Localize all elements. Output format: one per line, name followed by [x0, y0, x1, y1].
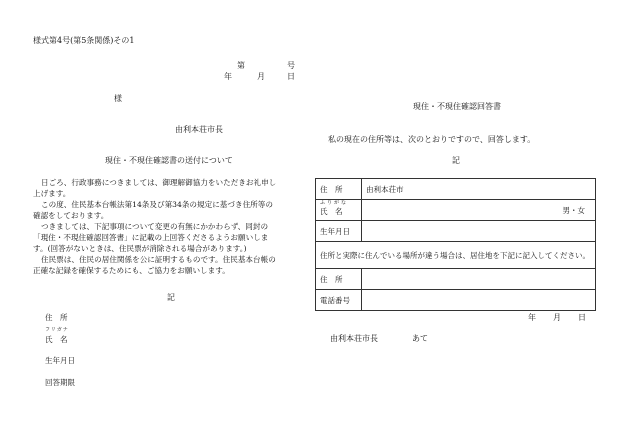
field-address: 住 所 — [45, 313, 68, 322]
table-row — [316, 242, 596, 269]
address-value: 由利本荘市 — [366, 184, 404, 194]
paragraph: この度、住民基本台帳法第14条及び第34条の規定に基づき住所等の確認をしております。 — [33, 200, 273, 220]
reply-day: 日 — [578, 313, 586, 322]
addressee-ate: あて — [412, 334, 428, 343]
reply-month: 月 — [553, 313, 561, 322]
table-row — [316, 221, 596, 242]
header-day: 日 — [287, 72, 295, 81]
paragraph: 日ごろ、行政事務につきましては、御理解御協力をいただきお礼申し上げます。 — [33, 178, 277, 198]
field-furigana: フリガナ — [45, 327, 69, 333]
right-ki: 記 — [452, 156, 460, 165]
name-label-cell — [316, 200, 362, 221]
table-row — [316, 290, 596, 311]
notice-body — [33, 177, 278, 276]
form-number: 様式第4号(第5条関係)その1 — [33, 36, 135, 45]
field-name: 氏 名 — [45, 335, 68, 344]
header-year: 年 — [224, 72, 232, 81]
table-row — [316, 179, 596, 200]
name-value-cell[interactable] — [362, 200, 596, 221]
left-title: 現住・不現住確認書の送付について — [105, 156, 233, 165]
address-value-cell[interactable] — [362, 179, 596, 200]
sender-name: 由利本荘市長 — [175, 125, 223, 134]
table-row — [316, 200, 596, 221]
birth-label: 生年月日 — [316, 221, 362, 242]
paragraph: 住民票は、住民の居住関係を公に証明するものです。住民基本台帳の正確な記録を確保するためにも、ご協力をお願いします。 — [33, 255, 276, 275]
field-deadline: 回答期限 — [45, 378, 75, 387]
field-birthdate: 生年月日 — [45, 356, 75, 365]
paragraph: つきましては、下記事項について変更の有無にかかわらず、同封の「現住・不現住確認回答書」に記載の上回答くださるようお願いします。(回答がないときは、住民票が消除される場合があります。) — [33, 222, 269, 253]
header-month: 月 — [257, 72, 265, 81]
table-row — [316, 269, 596, 290]
left-ki: 記 — [167, 293, 175, 302]
right-title: 現住・不現住確認回答書 — [413, 102, 501, 111]
birth-value-cell[interactable] — [362, 221, 596, 242]
residence-label: 住 所 — [316, 269, 362, 290]
residence-value-cell[interactable] — [362, 269, 596, 290]
number-dai: 第 — [237, 61, 245, 70]
reply-year: 年 — [528, 313, 536, 322]
right-statement: 私の現在の住所等は、次のとおりですので、回答します。 — [328, 135, 536, 144]
name-label: 氏 名 — [320, 207, 343, 216]
address-label: 住 所 — [316, 179, 362, 200]
gender-choice: 男・女 — [562, 205, 585, 215]
addressee: 由利本荘市長 — [330, 334, 378, 343]
phone-value-cell[interactable] — [362, 290, 596, 311]
residence-notice: 住所と実際に住んでいる場所が違う場合は、居住地を下記に記入してください。 — [320, 250, 590, 260]
number-gou: 号 — [287, 61, 295, 70]
notice-cell — [316, 242, 596, 269]
furigana-label: ふりがな — [320, 200, 349, 206]
phone-label: 電話番号 — [316, 290, 362, 311]
reply-table — [315, 178, 596, 311]
recipient-sama: 様 — [114, 94, 122, 103]
